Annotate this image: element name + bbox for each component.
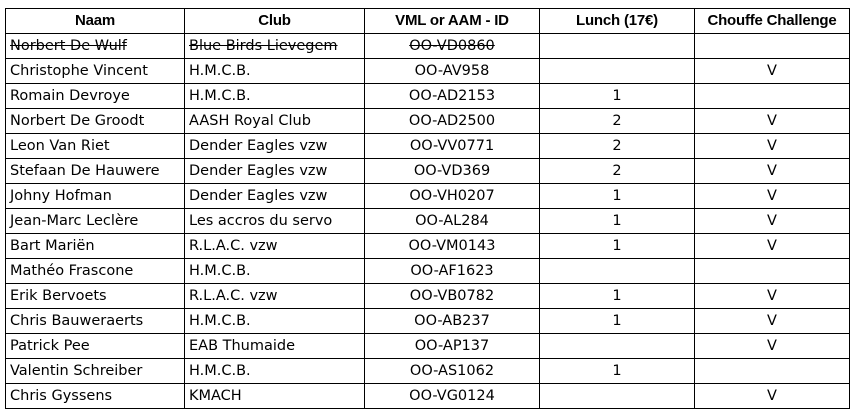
cell-chouffe[interactable]: V [695, 134, 850, 159]
cell-naam[interactable]: Valentin Schreiber [6, 359, 185, 384]
cell-lunch[interactable] [540, 334, 695, 359]
cell-naam[interactable]: Stefaan De Hauwere [6, 159, 185, 184]
cell-chouffe[interactable]: V [695, 109, 850, 134]
table-row [6, 34, 850, 59]
cell-naam[interactable]: Chris Bauweraerts [6, 309, 185, 334]
cell-lunch[interactable]: 1 [540, 234, 695, 259]
cell-id[interactable]: OO-AS1062 [365, 359, 540, 384]
cell-chouffe[interactable]: V [695, 209, 850, 234]
cell-naam[interactable]: Christophe Vincent [6, 59, 185, 84]
cell-naam[interactable]: Romain Devroye [6, 84, 185, 109]
cell-naam[interactable]: Leon Van Riet [6, 134, 185, 159]
cell-club[interactable]: Dender Eagles vzw [185, 134, 365, 159]
cell-lunch[interactable]: 2 [540, 159, 695, 184]
cell-naam[interactable]: Norbert De Groodt [6, 109, 185, 134]
cell-naam[interactable]: Chris Gyssens [6, 384, 185, 409]
cell-club[interactable]: R.L.A.C. vzw [185, 234, 365, 259]
cell-club[interactable]: H.M.C.B. [185, 309, 365, 334]
cell-id[interactable]: OO-VH0207 [365, 184, 540, 209]
table-row [6, 109, 850, 134]
table-row [6, 384, 850, 409]
cell-chouffe[interactable] [695, 84, 850, 109]
cell-id[interactable]: OO-AD2500 [365, 109, 540, 134]
cell-lunch[interactable] [540, 59, 695, 84]
cell-lunch[interactable]: 1 [540, 209, 695, 234]
cell-lunch[interactable] [540, 34, 695, 59]
cell-club[interactable]: H.M.C.B. [185, 84, 365, 109]
header-lunch[interactable]: Lunch (17€) [540, 9, 695, 34]
cell-lunch[interactable]: 1 [540, 359, 695, 384]
table-row [6, 184, 850, 209]
table-row [6, 359, 850, 384]
cell-chouffe[interactable]: V [695, 284, 850, 309]
cell-naam[interactable]: Jean-Marc Leclère [6, 209, 185, 234]
cell-chouffe[interactable]: V [695, 334, 850, 359]
cell-chouffe[interactable]: V [695, 309, 850, 334]
cell-club[interactable]: H.M.C.B. [185, 359, 365, 384]
cell-id[interactable]: OO-AL284 [365, 209, 540, 234]
cell-club[interactable]: Les accros du servo [185, 209, 365, 234]
cell-club[interactable]: Dender Eagles vzw [185, 184, 365, 209]
cell-club[interactable]: H.M.C.B. [185, 59, 365, 84]
cell-club[interactable]: Dender Eagles vzw [185, 159, 365, 184]
table-row [6, 259, 850, 284]
table-row [6, 159, 850, 184]
cell-lunch[interactable]: 2 [540, 134, 695, 159]
cell-chouffe[interactable] [695, 259, 850, 284]
cell-id[interactable]: OO-VM0143 [365, 234, 540, 259]
cell-club[interactable]: KMACH [185, 384, 365, 409]
cell-chouffe[interactable]: V [695, 59, 850, 84]
table-row [6, 309, 850, 334]
cell-id[interactable]: OO-VD0860 [365, 34, 540, 59]
cell-lunch[interactable]: 1 [540, 184, 695, 209]
cell-id[interactable]: OO-AF1623 [365, 259, 540, 284]
cell-id[interactable]: OO-VV0771 [365, 134, 540, 159]
cell-id[interactable]: OO-VB0782 [365, 284, 540, 309]
header-club[interactable]: Club [185, 9, 365, 34]
table-row [6, 84, 850, 109]
table-row [6, 334, 850, 359]
cell-chouffe[interactable]: V [695, 234, 850, 259]
participants-table [5, 8, 850, 409]
cell-lunch[interactable] [540, 384, 695, 409]
cell-club[interactable]: Blue Birds Lievegem [185, 34, 365, 59]
cell-club[interactable]: R.L.A.C. vzw [185, 284, 365, 309]
cell-chouffe[interactable]: V [695, 159, 850, 184]
header-row [6, 9, 850, 34]
table-row [6, 209, 850, 234]
cell-club[interactable]: H.M.C.B. [185, 259, 365, 284]
cell-naam[interactable]: Bart Mariën [6, 234, 185, 259]
header-naam[interactable]: Naam [6, 9, 185, 34]
cell-naam[interactable]: Mathéo Frascone [6, 259, 185, 284]
cell-id[interactable]: OO-VD369 [365, 159, 540, 184]
cell-chouffe[interactable]: V [695, 384, 850, 409]
cell-lunch[interactable]: 1 [540, 309, 695, 334]
cell-id[interactable]: OO-AD2153 [365, 84, 540, 109]
cell-lunch[interactable]: 1 [540, 284, 695, 309]
cell-id[interactable]: OO-AP137 [365, 334, 540, 359]
header-chouffe[interactable]: Chouffe Challenge [695, 9, 850, 34]
cell-naam[interactable]: Norbert De Wulf [6, 34, 185, 59]
table-row [6, 134, 850, 159]
cell-chouffe[interactable] [695, 359, 850, 384]
cell-lunch[interactable] [540, 259, 695, 284]
cell-id[interactable]: OO-VG0124 [365, 384, 540, 409]
table-row [6, 234, 850, 259]
cell-club[interactable]: EAB Thumaide [185, 334, 365, 359]
cell-naam[interactable]: Patrick Pee [6, 334, 185, 359]
table-row [6, 284, 850, 309]
cell-chouffe[interactable]: V [695, 184, 850, 209]
cell-lunch[interactable]: 2 [540, 109, 695, 134]
cell-chouffe[interactable] [695, 34, 850, 59]
header-id[interactable]: VML or AAM - ID [365, 9, 540, 34]
cell-naam[interactable]: Johny Hofman [6, 184, 185, 209]
cell-id[interactable]: OO-AV958 [365, 59, 540, 84]
cell-club[interactable]: AASH Royal Club [185, 109, 365, 134]
table-row [6, 59, 850, 84]
cell-naam[interactable]: Erik Bervoets [6, 284, 185, 309]
cell-lunch[interactable]: 1 [540, 84, 695, 109]
cell-id[interactable]: OO-AB237 [365, 309, 540, 334]
